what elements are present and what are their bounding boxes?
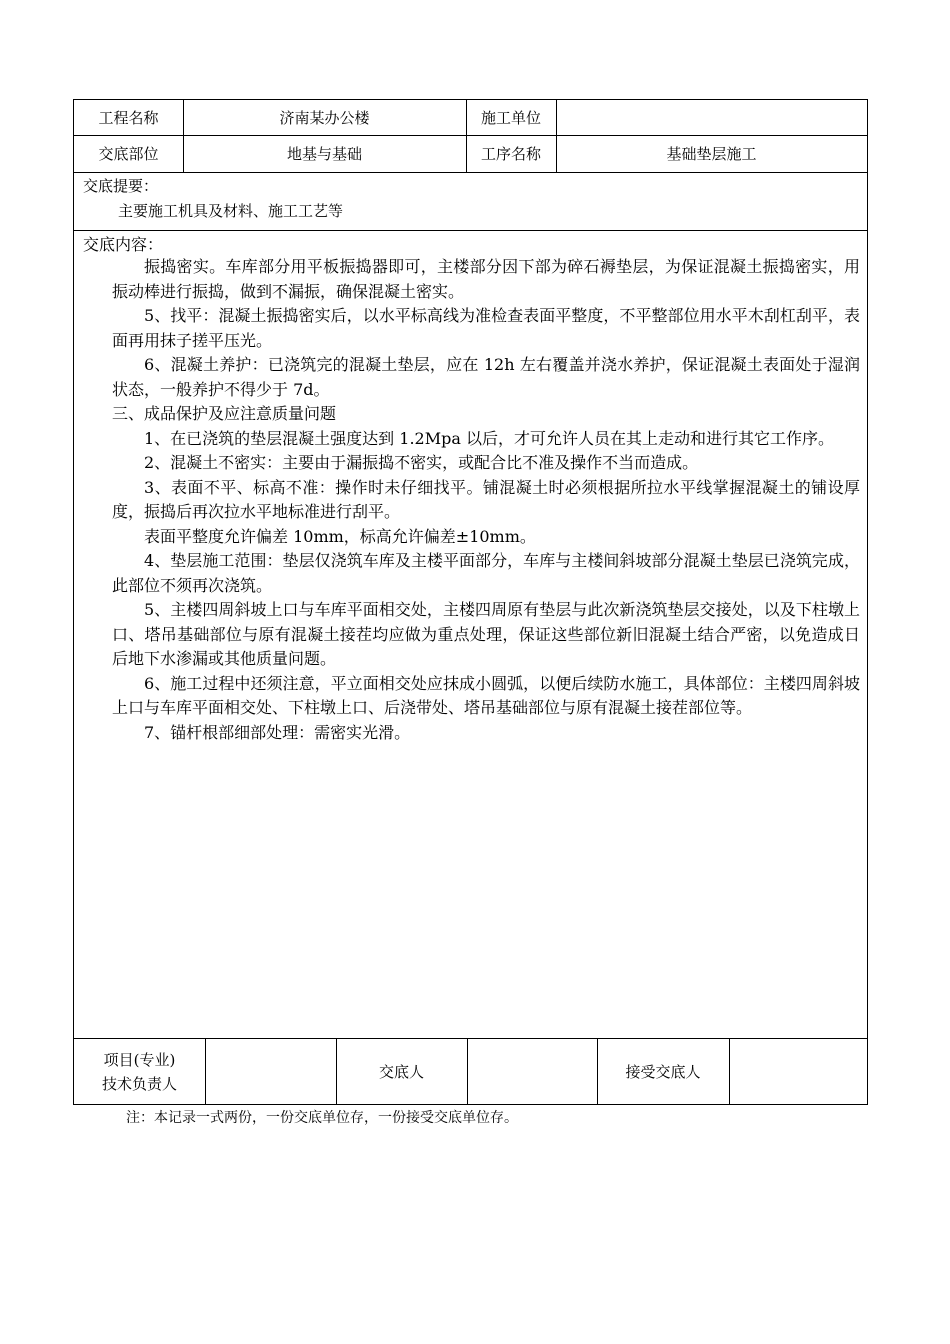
tech-lead-label-line2: 技术负责人 [101, 1075, 177, 1093]
content-label: 交底内容： [83, 235, 164, 254]
row-divider [74, 172, 867, 173]
content-paragraph: 3、表面不平、标高不准：操作时未仔细找平。铺混凝土时必须根据所拉水平线掌握混凝土的铺设厚度，振捣后再次拉水平地标准进行刮平。 [112, 477, 860, 521]
receiver-signature[interactable] [729, 1039, 867, 1105]
content-paragraph: 表面平整度允许偏差 10mm，标高允许偏差±10mm。 [144, 526, 536, 546]
process-value[interactable]: 基础垫层施工 [666, 145, 757, 163]
content-paragraph: 振捣密实。车库部分用平板振捣器即可，主楼部分因下部为碎石褥垫层，为保证混凝土振捣密实，用振动棒进行振捣，做到不漏振，确保混凝土密实。 [112, 257, 860, 301]
content-paragraph: 1、在已浇筑的垫层混凝土强度达到 1.2Mpa 以后，才可允许人员在其上走动和进行其它工作序。 [144, 428, 834, 448]
project-name-value[interactable]: 济南某办公楼 [279, 108, 370, 127]
discloser-signature[interactable] [467, 1039, 597, 1105]
discloser-label: 交底人 [378, 1063, 424, 1081]
construction-unit-label: 施工单位 [480, 108, 541, 127]
process-label: 工序名称 [480, 145, 541, 163]
construction-unit-value[interactable] [556, 100, 867, 135]
summary-text: 主要施工机具及材料、施工工艺等 [118, 202, 344, 220]
content-paragraph: 2、混凝土不密实：主要由于漏振捣不密实，或配合比不准及操作不当而造成。 [144, 453, 699, 472]
content-paragraph: 5、主楼四周斜坡上口与车库平面相交处，主楼四周原有垫层与此次新浇筑垫层交接处，以及下柱墩上口、塔吊基础部位与原有混凝土接茬均应做为重点处理，保证这些部位新旧混凝土结合严密，以免造成日后地下水渗漏或其他质量问题。 [112, 600, 860, 668]
content-paragraph: 5、找平：混凝土振捣密实后，以水平标高线为准检查表面平整度，不平整部位用水平木刮杠刮平，表面再用抹子搓平压光。 [112, 306, 860, 350]
tech-lead-label [74, 1039, 205, 1105]
content-paragraph: 7、锚杆根部细部处理：需密实光滑。 [144, 722, 411, 742]
project-name-label: 工程名称 [98, 108, 159, 127]
content-body [112, 255, 860, 745]
content-paragraph: 6、施工过程中还须注意，平立面相交处应抹成小圆弧，以便后续防水施工，具体部位：主楼四周斜坡上口与车库平面相交处、下柱墩上口、后浇带处、塔吊基础部位与原有混凝土接茬部位等。 [112, 673, 860, 717]
content-section-heading: 三、成品保护及应注意质量问题 [112, 404, 337, 423]
receiver-label: 接受交底人 [625, 1063, 701, 1081]
content-paragraph: 4、垫层施工范围：垫层仅浇筑车库及主楼平面部分，车库与主楼间斜坡部分混凝土垫层已浇筑完成，此部位不须再次浇筑。 [112, 551, 860, 595]
tech-lead-label-line1: 项目(专业) [103, 1051, 176, 1069]
disclosure-form-table [73, 99, 868, 1105]
row-divider [74, 230, 867, 231]
summary-label: 交底提要： [83, 177, 159, 195]
footer-note: 注：本记录一式两份，一份交底单位存，一份接受交底单位存。 [126, 1110, 518, 1126]
tech-lead-signature[interactable] [205, 1039, 336, 1105]
content-paragraph: 6、混凝土养护：已浇筑完的混凝土垫层，应在 12h 左右覆盖并浇水养护，保证混凝土表面处于湿润状态，一般养护不得少于 7d。 [112, 355, 860, 399]
location-label: 交底部位 [98, 145, 159, 163]
location-value[interactable]: 地基与基础 [286, 145, 362, 163]
